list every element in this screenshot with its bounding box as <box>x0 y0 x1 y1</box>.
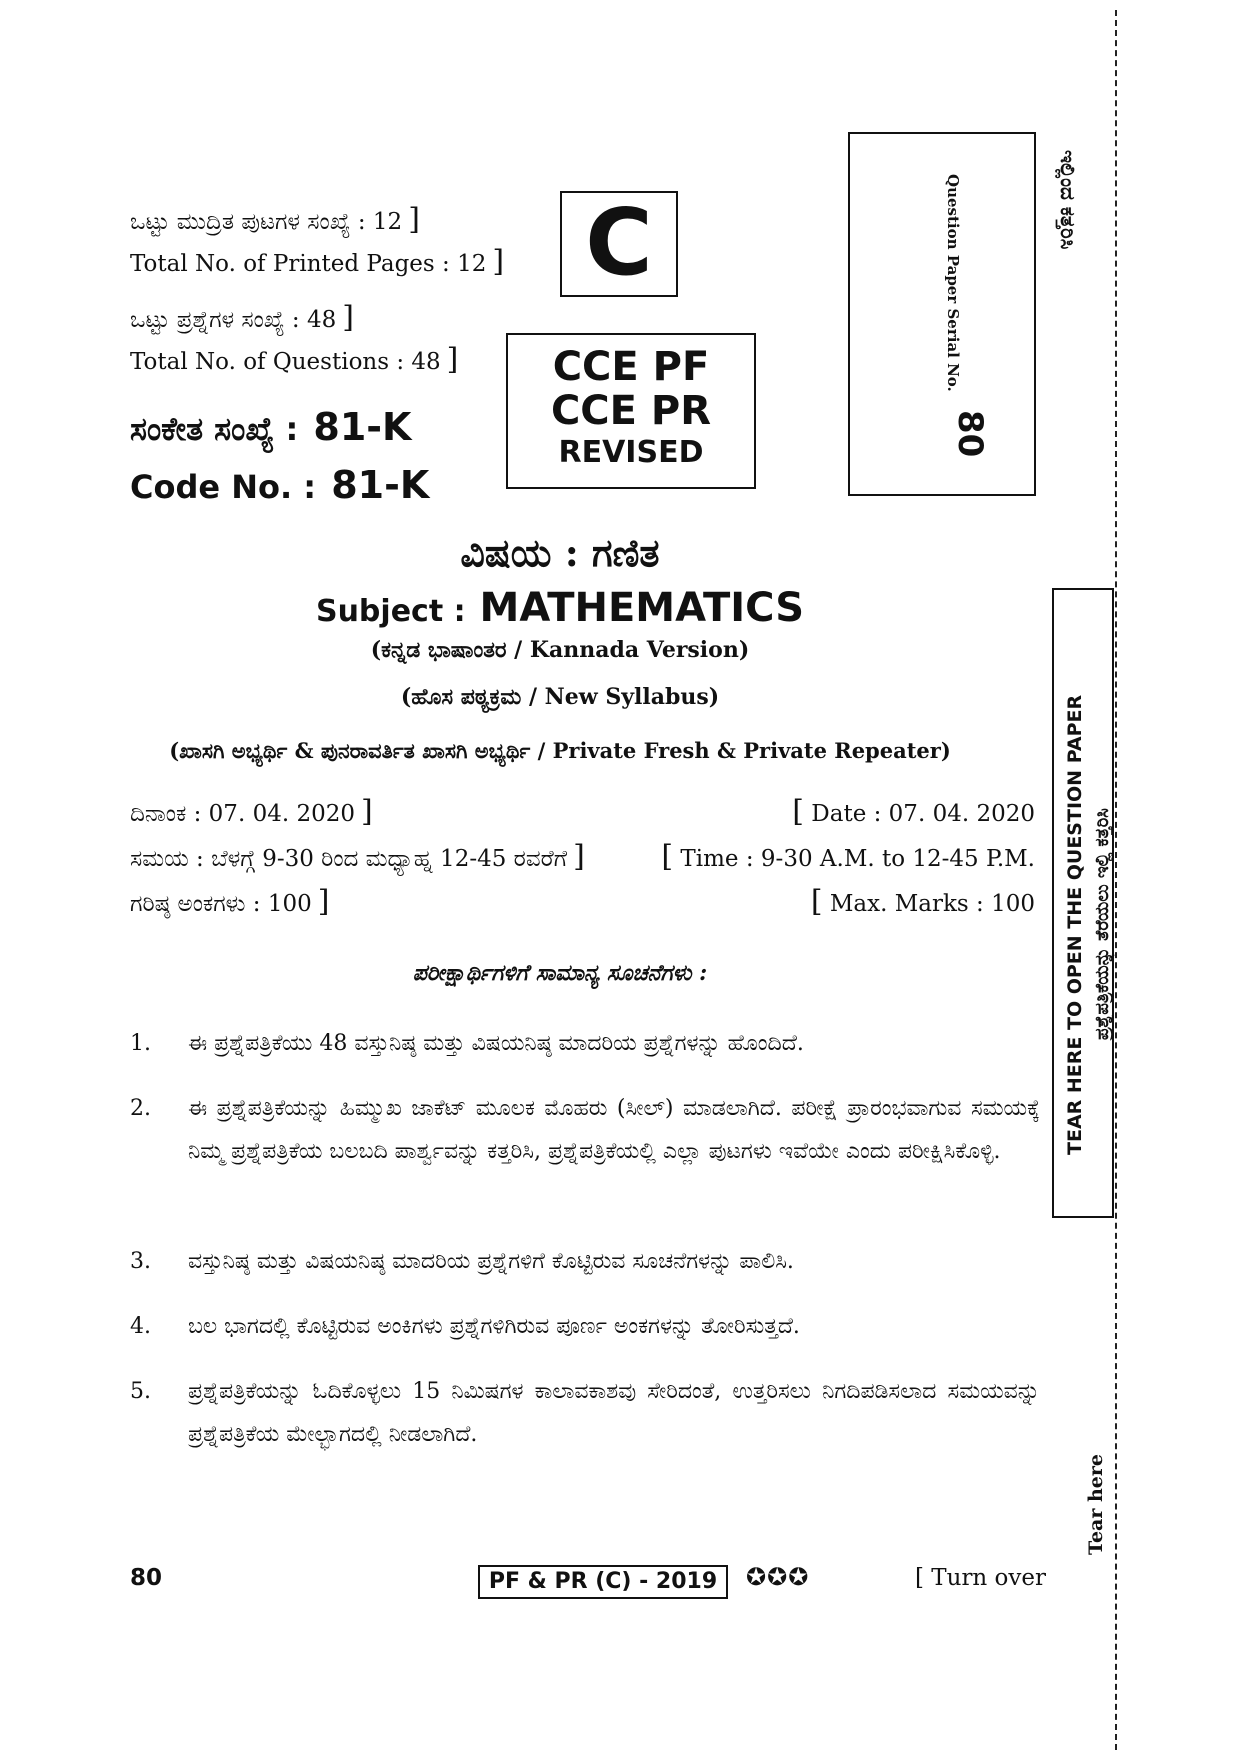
instruction-item: 5. ಪ್ರಶ್ನೆಪತ್ರಿಕೆಯನ್ನು ಓದಿಕೊಳ್ಳಲು 15 ನಿಮಿಷಗಳ ಕಾಲಾವಕಾಶವು ಸೇರಿದಂತೆ, ಉತ್ತರಿಸಲು ನಿಗದಿಪಡಿಸಲಾದ ಸಮಯವನ್ನು ಪ್ರಶ್ನೆಪತ್ರಿಕೆಯ ಮೇಲ್ಭಾಗದಲ್ಲಿ ನೀಡಲಾಗಿದೆ. <box>130 1379 1040 1447</box>
serial-number-box <box>848 132 1036 496</box>
instruction-item: 1. ಈ ಪ್ರಶ್ನೆಪತ್ರಿಕೆಯು 48 ವಸ್ತುನಿಷ್ಠ ಮತ್ತು ವಿಷಯನಿಷ್ಠ ಮಾದರಿಯ ಪ್ರಶ್ನೆಗಳನ್ನು ಹೊಂದಿದೆ. <box>130 1031 804 1056</box>
turn-over: [ Turn over <box>915 1565 1047 1591</box>
date-en: [ Date : 07. 04. 2020 <box>792 794 1035 829</box>
tear-text-kn: ಪ್ರಶ್ನೆಪತ್ರಿಕೆಯನ್ನು ತೆರೆಯಲು ಇಲ್ಲಿ ಕತ್ತರಿಸಿ <box>1092 808 1113 1040</box>
subject-en: Subject : MATHEMATICS <box>315 585 805 631</box>
tear-text-en: TEAR HERE TO OPEN THE QUESTION PAPER <box>1064 694 1086 1155</box>
time-en: [ Time : 9-30 A.M. to 12-45 P.M. <box>661 839 1035 874</box>
marks-en: [ Max. Marks : 100 <box>810 884 1035 919</box>
tear-dashed-line <box>1115 10 1117 1750</box>
footer-stars: ✪✪✪ <box>746 1563 810 1591</box>
questions-count-en: Total No. of Questions : 48 ] <box>130 342 459 377</box>
cce-line-3: REVISED <box>558 435 704 470</box>
serial-value: 80 <box>950 410 990 458</box>
serial-label: Question Paper Serial No. <box>944 174 962 392</box>
cce-line-1: CCE PF <box>552 344 710 390</box>
pages-count-kn: ಒಟ್ಟು ಮುದ್ರಿತ ಪುಟಗಳ ಸಂಖ್ಯೆ : 12 ] <box>130 202 420 237</box>
pages-count-en: Total No. of Printed Pages : 12 ] <box>130 244 505 279</box>
date-kn: ದಿನಾಂಕ : 07. 04. 2020 ] <box>130 794 373 829</box>
version-line: (ಕನ್ನಡ ಭಾಷಾಂತರ / Kannada Version) <box>370 637 750 663</box>
instructions-title: ಪರೀಕ್ಷಾರ್ಥಿಗಳಿಗೆ ಸಾಮಾನ್ಯ ಸೂಚನೆಗಳು : <box>412 960 708 986</box>
version-letter-box: C <box>560 191 678 297</box>
cce-box <box>506 333 756 489</box>
cce-line-2: CCE PR <box>550 388 712 434</box>
tear-box <box>1052 588 1114 1218</box>
instruction-item: 4. ಬಲ ಭಾಗದಲ್ಲಿ ಕೊಟ್ಟಿರುವ ಅಂಕಿಗಳು ಪ್ರಶ್ನೆಗಳಿಗಿರುವ ಪೂರ್ಣ ಅಂಕಗಳನ್ನು ತೋರಿಸುತ್ತದೆ. <box>130 1314 800 1339</box>
marks-kn: ಗರಿಷ್ಠ ಅಂಕಗಳು : 100 ] <box>130 884 330 919</box>
syllabus-line: (ಹೊಸ ಪಠ್ಯಕ್ರಮ / New Syllabus) <box>400 684 720 710</box>
instruction-item: 3. ವಸ್ತುನಿಷ್ಠ ಮತ್ತು ವಿಷಯನಿಷ್ಠ ಮಾದರಿಯ ಪ್ರಶ್ನೆಗಳಿಗೆ ಕೊಟ್ಟಿರುವ ಸೂಚನೆಗಳನ್ನು ಪಾಲಿಸಿ. <box>130 1249 794 1274</box>
cut-here-top-kn: ಇಲ್ಲಿಂದ ಕತ್ತರಿಸಿ <box>1056 150 1080 250</box>
candidates-line: (ಖಾಸಗಿ ಅಭ್ಯರ್ಥಿ & ಪುನರಾವರ್ತಿತ ಖಾಸಗಿ ಅಭ್ಯರ್ಥಿ / Private Fresh & Private Repeater) <box>169 738 951 763</box>
questions-count-kn: ಒಟ್ಟು ಪ್ರಶ್ನೆಗಳ ಸಂಖ್ಯೆ : 48 ] <box>130 300 354 335</box>
code-number-kn: ಸಂಕೇತ ಸಂಖ್ಯೆ : 81-K <box>130 405 412 449</box>
subject-kn: ವಿಷಯ : ಗಣಿತ <box>460 530 660 575</box>
tear-here-label: Tear here <box>1085 1454 1107 1555</box>
footer-serial: 80 <box>130 1565 163 1591</box>
footer-code-box: PF & PR (C) - 2019 <box>478 1565 728 1599</box>
time-kn: ಸಮಯ : ಬೆಳಗ್ಗೆ 9-30 ರಿಂದ ಮಧ್ಯಾಹ್ನ 12-45 ರವರೆಗೆ ] <box>130 839 585 874</box>
instruction-item: 2. ಈ ಪ್ರಶ್ನೆಪತ್ರಿಕೆಯನ್ನು ಹಿಮ್ಮುಖ ಜಾಕೆಟ್ ಮೂಲಕ ಮೊಹರು (ಸೀಲ್) ಮಾಡಲಾಗಿದೆ. ಪರೀಕ್ಷೆ ಪ್ರಾರಂಭವಾಗುವ ಸಮಯಕ್ಕೆ ನಿಮ್ಮ ಪ್ರಶ್ನೆಪತ್ರಿಕೆಯ ಬಲಬದಿ ಪಾರ್ಶ್ವವನ್ನು ಕತ್ತರಿಸಿ, ಪ್ರಶ್ನೆಪತ್ರಿಕೆಯಲ್ಲಿ ಎಲ್ಲಾ ಪುಟಗಳು ಇವೆಯೇ ಎಂದು ಪರೀಕ್ಷಿಸಿಕೊಳ್ಳಿ. <box>130 1096 1040 1164</box>
code-number-en: Code No. : 81-K <box>130 463 430 507</box>
